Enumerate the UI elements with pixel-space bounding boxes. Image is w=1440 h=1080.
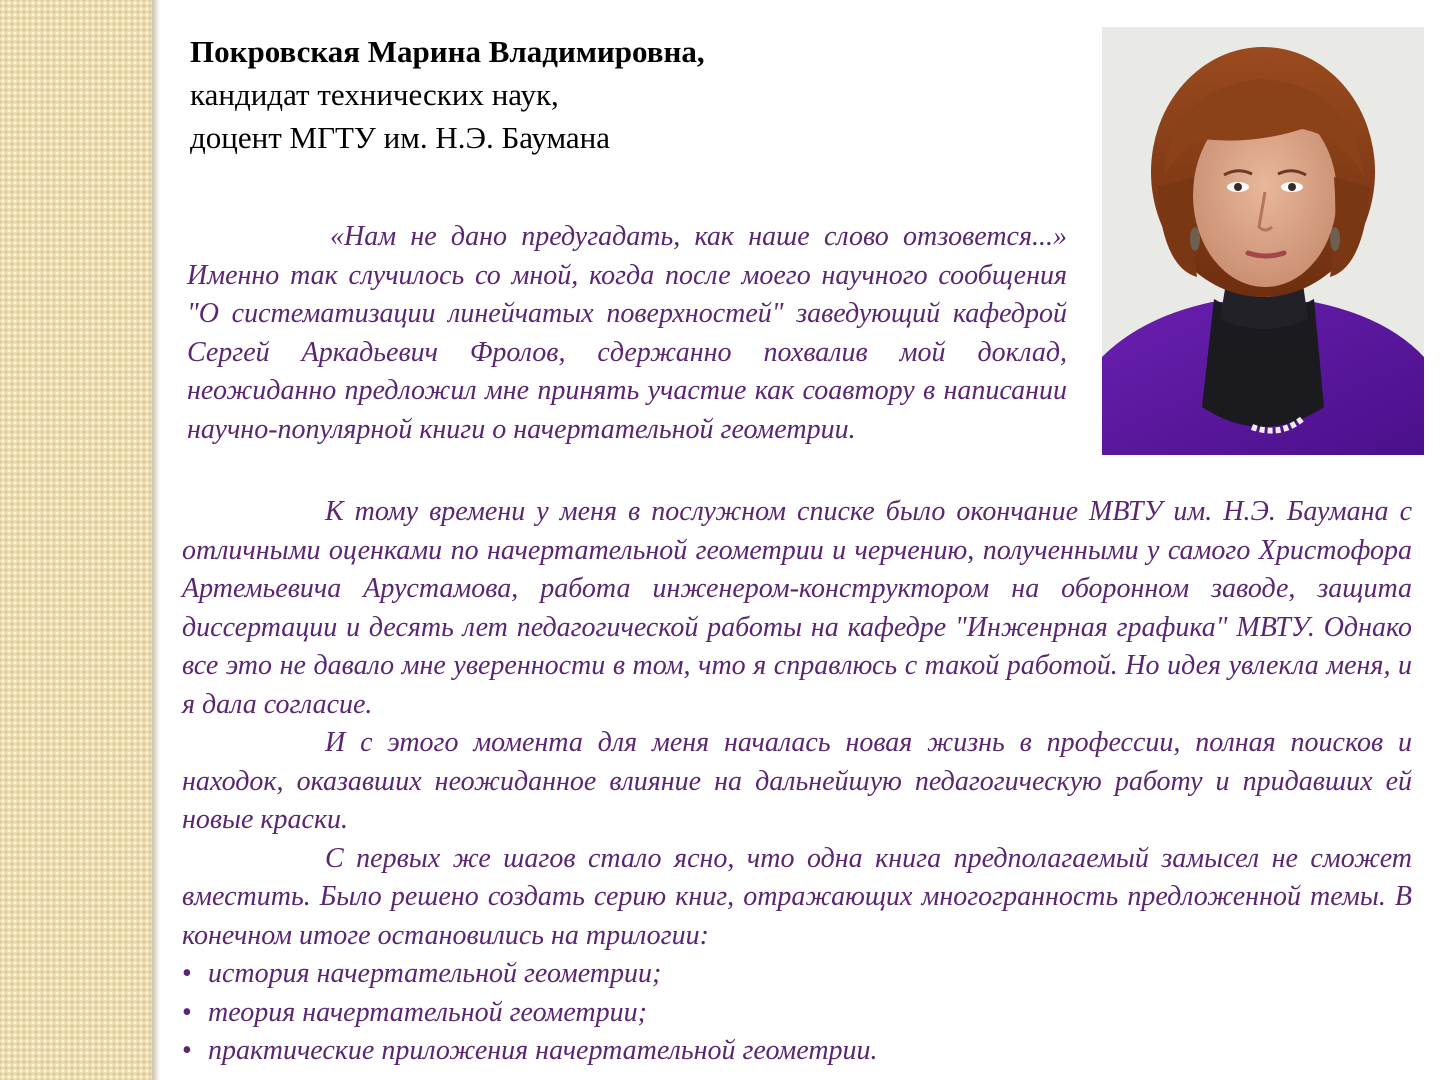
list-item-text: практические приложения начертательной геометрии. bbox=[208, 1035, 878, 1066]
list-item-text: теория начертательной геометрии; bbox=[208, 996, 647, 1028]
author-photo bbox=[1102, 27, 1424, 455]
paragraph-trilogy: С первых же шагов стало ясно, что одна книга предполагаемый замысел не сможет вместить. Было решено создать серию книг, отражающих многогранность предложенной темы. В конечном итоге остановились на трилогии: bbox=[182, 842, 1412, 951]
author-name: Покровская Марина Владимировна, bbox=[190, 34, 705, 69]
portrait-image bbox=[1102, 27, 1424, 455]
bullet-icon: • bbox=[182, 1035, 192, 1066]
main-text bbox=[182, 493, 1412, 1071]
bullet-icon: • bbox=[182, 996, 192, 1028]
paragraph-career: К тому времени у меня в послужном списке было окончание МВТУ им. Н.Э. Баумана с отличными оценками по начертательной геометрии и черчению, полученными у самого Христофора Артемьевича Арустамова, работа инженером-конструктором на оборонном заводе, защита диссертации и десять лет педагогической работы на кафедре "Инженрная графика" МВТУ. Однако все это не давало мне уверенности в том, что я справлюсь с такой работой. Но идея увлекла меня, и я дала согласие. bbox=[182, 496, 1412, 720]
side-band-edge bbox=[152, 0, 160, 1080]
bullet-icon: • bbox=[182, 958, 192, 989]
list-item bbox=[182, 1032, 1412, 1071]
author-header bbox=[190, 30, 1070, 159]
list-item bbox=[182, 994, 1412, 1033]
list-item bbox=[182, 955, 1412, 994]
paragraph-new-life: И с этого момента для меня началась новая жизнь в профессии, полная поисков и находок, оказавших неожиданное влияние на дальнейшую педагогическую работу и придавших ей новые краски. bbox=[182, 727, 1412, 835]
decorative-side-band bbox=[0, 0, 152, 1080]
list-item-text: история начертательной геометрии; bbox=[208, 958, 662, 989]
trilogy-list bbox=[182, 955, 1412, 1071]
author-position: доцент МГТУ им. Н.Э. Баумана bbox=[190, 120, 611, 155]
intro-quote-paragraph: «Нам не дано предугадать, как наше слово отзовется...» Именно так случилось со мной, когда после моего научного сообщения "О систематизации линейчатых поверхностей" заведующий кафедрой Сергей Аркадьевич Фролов, сдержанно похвалив мой доклад, неожиданно предложил мне принять участие как соавтору в написании научно-популярной книги о начертательной геометрии. bbox=[187, 221, 1067, 445]
author-degree: кандидат технических наук, bbox=[190, 77, 559, 112]
